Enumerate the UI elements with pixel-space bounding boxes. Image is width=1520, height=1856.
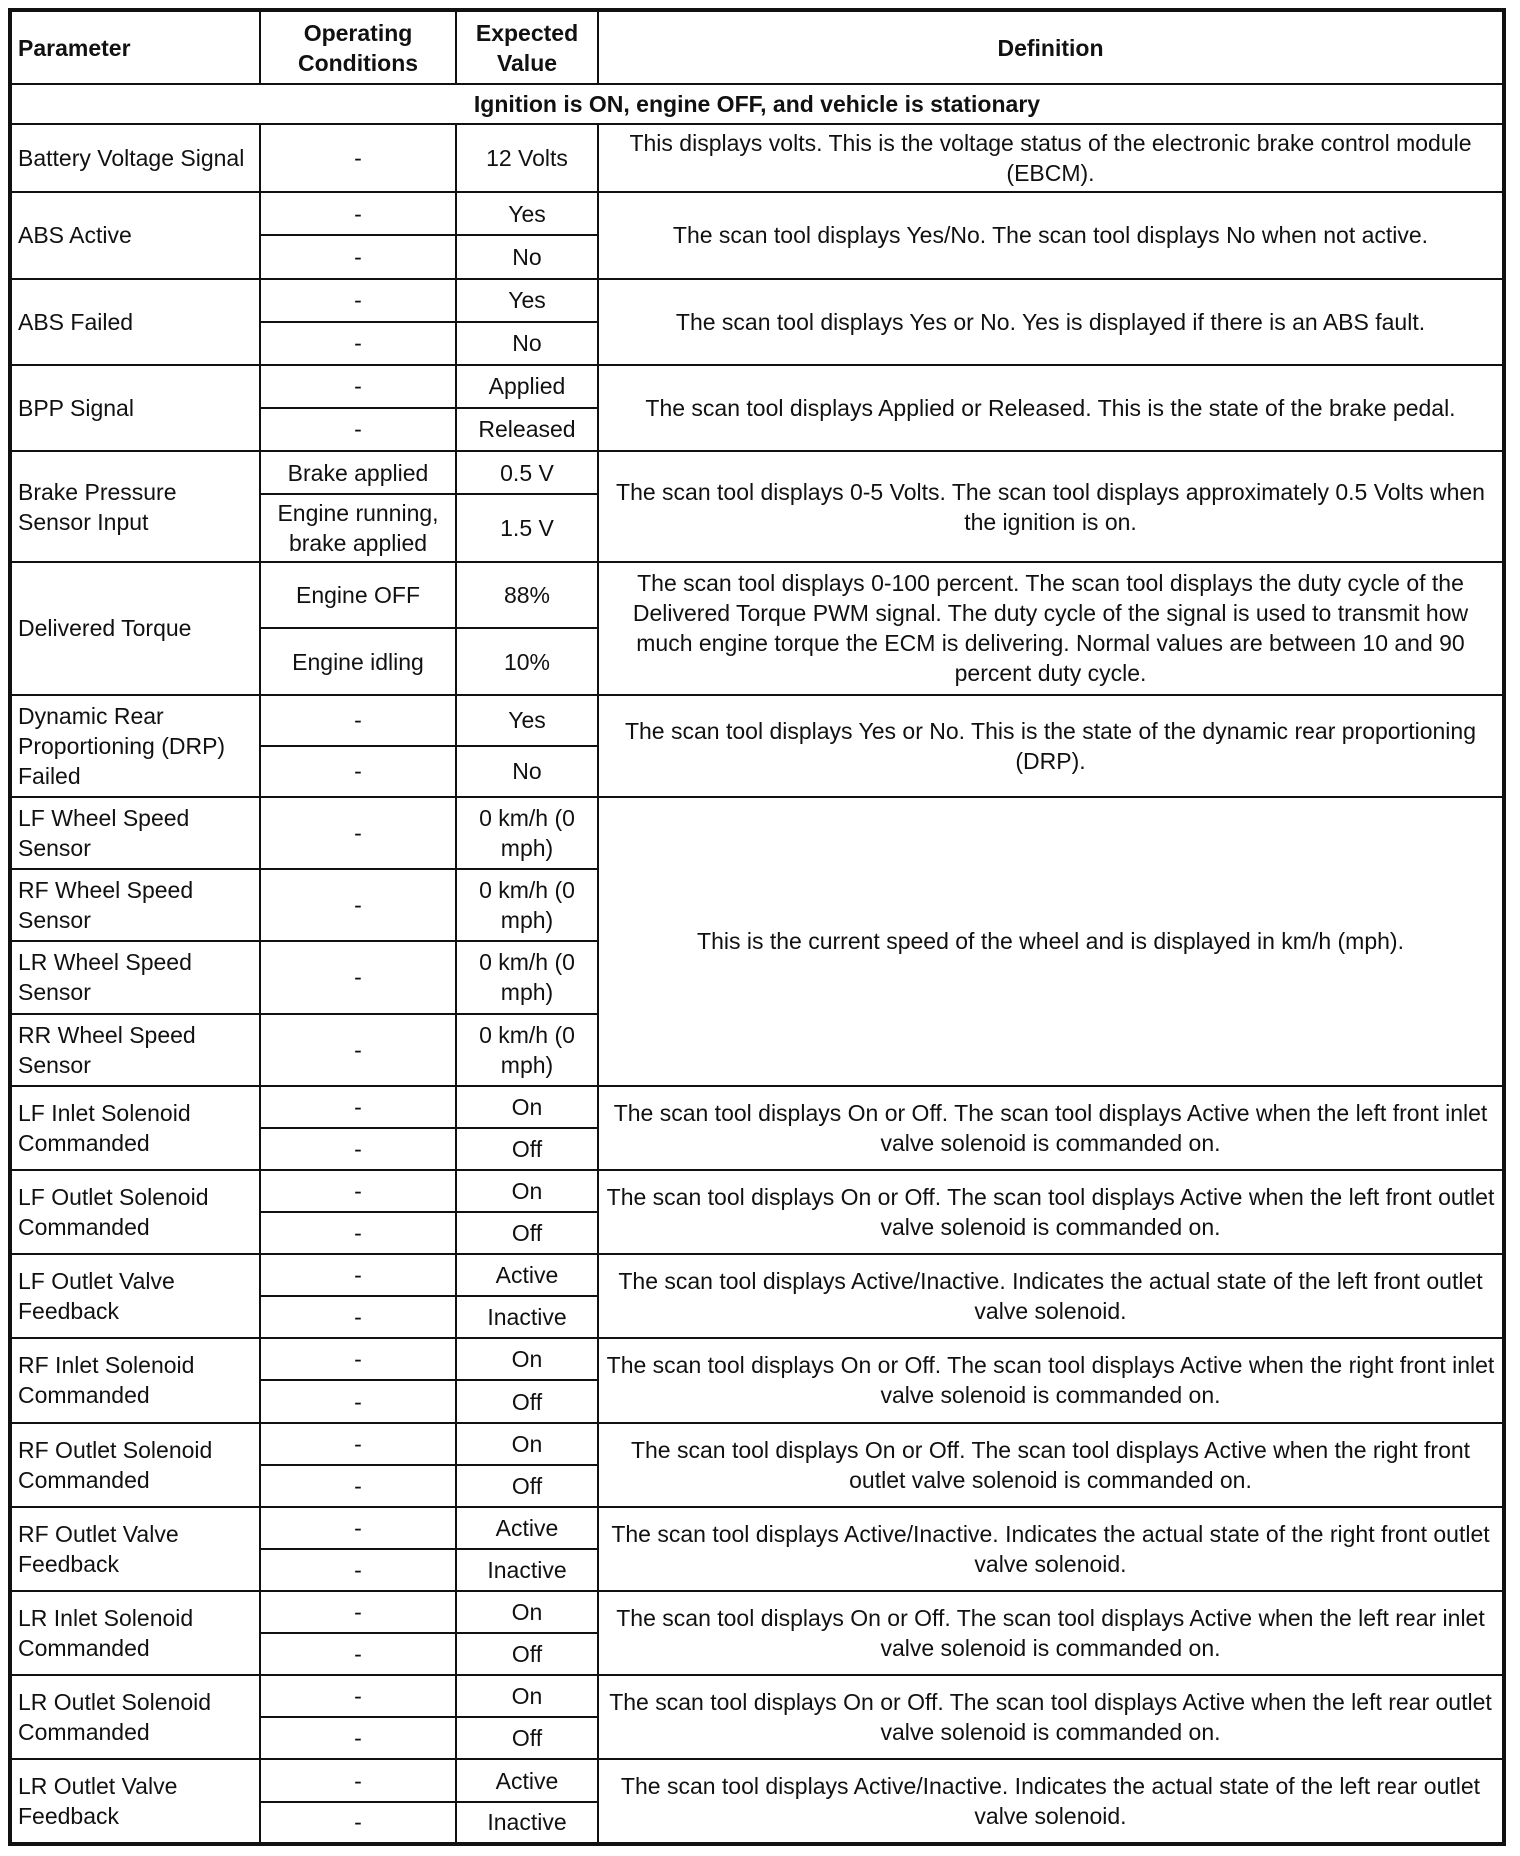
parameter-cell: Brake Pressure Sensor Input [10,451,260,562]
parameter-cell: RF Outlet Valve Feedback [10,1507,260,1591]
condition-cell: - [260,941,456,1013]
header-expected-value: Expected Value [456,10,598,84]
condition-cell: - [260,1549,456,1591]
header-definition: Definition [598,10,1504,84]
condition-cell: - [260,1423,456,1465]
expected-value-cell: Off [456,1717,598,1759]
expected-value-cell: 0 km/h (0 mph) [456,797,598,869]
condition-cell: - [260,869,456,941]
definition-cell: The scan tool displays On or Off. The scan tool displays Active when the left front outlet valve solenoid is commanded on. [598,1170,1504,1254]
parameter-cell: Battery Voltage Signal [10,124,260,192]
definition-cell: The scan tool displays Yes or No. This is the state of the dynamic rear proportioning (DRP). [598,695,1504,797]
condition-cell: - [260,746,456,797]
expected-value-cell: 12 Volts [456,124,598,192]
condition-cell: - [260,1591,456,1633]
definition-cell: The scan tool displays 0-100 percent. The scan tool displays the duty cycle of the Delivered Torque PWM signal. The duty cycle of the signal is used to transmit how much engine torque the ECM is delivering. Normal values are between 10 and 90 percent duty cycle. [598,562,1504,694]
expected-value-cell: Yes [456,695,598,746]
definition-cell: The scan tool displays On or Off. The scan tool displays Active when the right front inlet valve solenoid is commanded on. [598,1338,1504,1422]
expected-value-cell: 1.5 V [456,494,598,562]
parameter-cell: ABS Active [10,192,260,278]
parameter-cell: Delivered Torque [10,562,260,694]
condition-cell: - [260,695,456,746]
condition-cell: - [260,279,456,322]
condition-cell: - [260,1296,456,1338]
condition-cell: - [260,124,456,192]
condition-cell: - [260,1759,456,1801]
expected-value-cell: Yes [456,279,598,322]
parameter-cell: RF Outlet Solenoid Commanded [10,1423,260,1507]
expected-value-cell: Yes [456,192,598,235]
definition-cell: The scan tool displays Yes/No. The scan tool displays No when not active. [598,192,1504,278]
parameter-cell: LR Inlet Solenoid Commanded [10,1591,260,1675]
expected-value-cell: Off [456,1633,598,1675]
parameter-cell: LF Wheel Speed Sensor [10,797,260,869]
expected-value-cell: Released [456,408,598,451]
condition-cell: - [260,192,456,235]
condition-cell: - [260,1380,456,1422]
parameter-cell: ABS Failed [10,279,260,365]
expected-value-cell: No [456,746,598,797]
expected-value-cell: Applied [456,365,598,408]
condition-cell: - [260,1717,456,1759]
definition-cell: The scan tool displays On or Off. The scan tool displays Active when the left front inlet valve solenoid is commanded on. [598,1086,1504,1170]
condition-cell: - [260,1507,456,1549]
parameter-cell: RR Wheel Speed Sensor [10,1014,260,1086]
expected-value-cell: 0.5 V [456,451,598,494]
condition-cell: - [260,1086,456,1128]
expected-value-cell: On [456,1086,598,1128]
expected-value-cell: Active [456,1254,598,1296]
definition-cell: This is the current speed of the wheel and is displayed in km/h (mph). [598,797,1504,1086]
expected-value-cell: Off [456,1465,598,1507]
definition-cell: The scan tool displays Yes or No. Yes is displayed if there is an ABS fault. [598,279,1504,365]
parameter-cell: Dynamic Rear Proportioning (DRP) Failed [10,695,260,797]
parameter-cell: LF Outlet Valve Feedback [10,1254,260,1338]
condition-cell: - [260,1338,456,1380]
expected-value-cell: 0 km/h (0 mph) [456,1014,598,1086]
expected-value-cell: Off [456,1212,598,1254]
condition-cell: - [260,235,456,278]
expected-value-cell: No [456,235,598,278]
header-operating-conditions: Operating Conditions [260,10,456,84]
condition-cell: Engine idling [260,628,456,694]
expected-value-cell: On [456,1423,598,1465]
expected-value-cell: Off [456,1380,598,1422]
expected-value-cell: On [456,1170,598,1212]
parameter-cell: RF Wheel Speed Sensor [10,869,260,941]
parameter-cell: LR Outlet Solenoid Commanded [10,1675,260,1759]
condition-cell: - [260,1465,456,1507]
definition-cell: This displays volts. This is the voltage status of the electronic brake control module (EBCM). [598,124,1504,192]
parameter-cell: LR Outlet Valve Feedback [10,1759,260,1844]
definition-cell: The scan tool displays On or Off. The scan tool displays Active when the left rear inlet valve solenoid is commanded on. [598,1591,1504,1675]
expected-value-cell: 0 km/h (0 mph) [456,941,598,1013]
expected-value-cell: Inactive [456,1802,598,1844]
expected-value-cell: Active [456,1507,598,1549]
condition-cell: - [260,1675,456,1717]
definition-cell: The scan tool displays On or Off. The scan tool displays Active when the left rear outlet valve solenoid is commanded on. [598,1675,1504,1759]
definition-cell: The scan tool displays Applied or Released. This is the state of the brake pedal. [598,365,1504,451]
expected-value-cell: 88% [456,562,598,628]
parameter-cell: LF Outlet Solenoid Commanded [10,1170,260,1254]
definition-cell: The scan tool displays Active/Inactive. Indicates the actual state of the left rear outlet valve solenoid. [598,1759,1504,1844]
condition-cell: Engine running, brake applied [260,494,456,562]
header-parameter: Parameter [10,10,260,84]
condition-cell: - [260,408,456,451]
expected-value-cell: 0 km/h (0 mph) [456,869,598,941]
expected-value-cell: Inactive [456,1296,598,1338]
parameter-cell: RF Inlet Solenoid Commanded [10,1338,260,1422]
definition-cell: The scan tool displays Active/Inactive. Indicates the actual state of the left front outlet valve solenoid. [598,1254,1504,1338]
definition-cell: The scan tool displays 0-5 Volts. The scan tool displays approximately 0.5 Volts when the ignition is on. [598,451,1504,562]
condition-cell: - [260,322,456,365]
condition-cell: - [260,1170,456,1212]
condition-cell: - [260,1212,456,1254]
condition-cell: - [260,797,456,869]
condition-cell: Engine OFF [260,562,456,628]
condition-cell: - [260,1633,456,1675]
expected-value-cell: On [456,1338,598,1380]
expected-value-cell: On [456,1591,598,1633]
parameter-cell: BPP Signal [10,365,260,451]
expected-value-cell: On [456,1675,598,1717]
section-heading: Ignition is ON, engine OFF, and vehicle is stationary [10,84,1504,124]
condition-cell: - [260,365,456,408]
condition-cell: Brake applied [260,451,456,494]
definition-cell: The scan tool displays Active/Inactive. Indicates the actual state of the right front outlet valve solenoid. [598,1507,1504,1591]
condition-cell: - [260,1128,456,1170]
expected-value-cell: Off [456,1128,598,1170]
condition-cell: - [260,1254,456,1296]
expected-value-cell: Inactive [456,1549,598,1591]
scan-tool-data-table [8,8,1506,1846]
expected-value-cell: 10% [456,628,598,694]
condition-cell: - [260,1014,456,1086]
parameter-cell: LR Wheel Speed Sensor [10,941,260,1013]
condition-cell: - [260,1802,456,1844]
expected-value-cell: Active [456,1759,598,1801]
definition-cell: The scan tool displays On or Off. The scan tool displays Active when the right front outlet valve solenoid is commanded on. [598,1423,1504,1507]
expected-value-cell: No [456,322,598,365]
parameter-cell: LF Inlet Solenoid Commanded [10,1086,260,1170]
